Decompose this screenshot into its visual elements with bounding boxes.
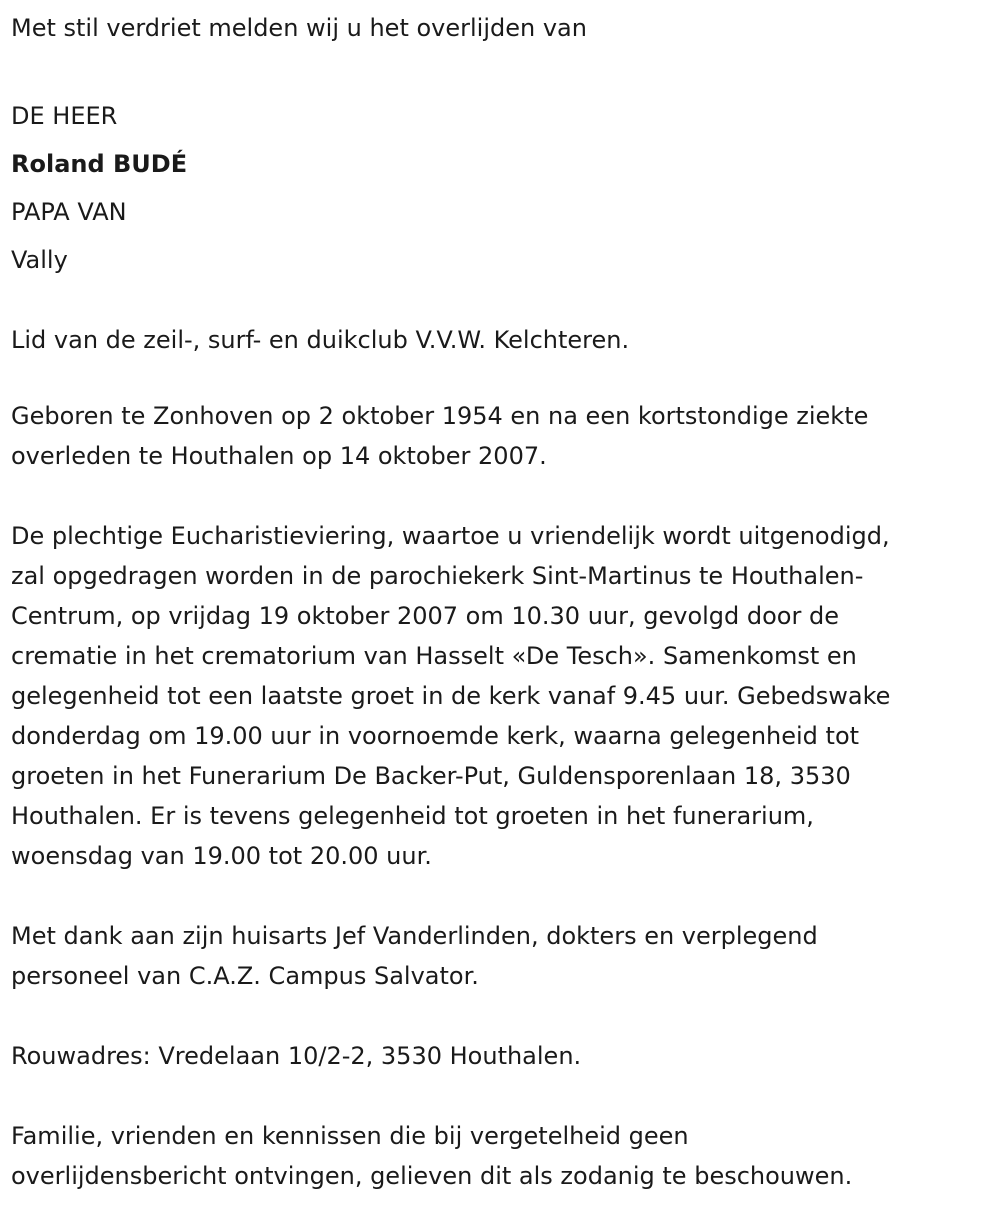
spacer [11,364,991,396]
spacer [11,996,991,1036]
paragraph-line: Houthalen. Er is tevens gelegenheid tot groeten in het funerarium, [11,802,814,830]
paragraph-line: woensdag van 19.00 tot 20.00 uur. [11,842,432,870]
paragraph-line: Familie, vrienden en kennissen die bij vergetelheid geen [11,1122,689,1150]
paragraph-line: Geboren te Zonhoven op 2 oktober 1954 en na een kortstondige ziekte [11,402,869,430]
membership-text: Lid van de zeil-, surf- en duikclub V.V.W. Kelchteren. [11,326,630,354]
obituary-notice [11,4,991,1196]
relation-names: Vally [11,246,68,274]
spacer [11,52,991,92]
paragraph-line: overleden te Houthalen op 14 oktober 2007. [11,442,547,470]
spacer [11,1076,991,1116]
paragraph-line: personeel van C.A.Z. Campus Salvator. [11,962,479,990]
paragraph-line: Met dank aan zijn huisarts Jef Vanderlinden, dokters en verplegend [11,922,818,950]
birth-death-paragraph [11,396,991,476]
paragraph-line: overlijdensbericht ontvingen, gelieven dit als zodanig te beschouwen. [11,1162,853,1190]
spacer [11,284,991,316]
paragraph-line: crematie in het crematorium van Hasselt «De Tesch». Samenkomst en [11,642,857,670]
paragraph-line: groeten in het Funerarium De Backer-Put, Guldensporenlaan 18, 3530 [11,762,851,790]
honorific-title: DE HEER [11,102,118,130]
deceased-name: Roland BUDÉ [11,150,188,178]
mourning-address: Rouwadres: Vredelaan 10/2-2, 3530 Houthalen. [11,1042,582,1070]
intro-text: Met stil verdriet melden wij u het overlijden van [11,14,587,42]
closing-paragraph [11,1116,991,1196]
spacer [11,476,991,516]
paragraph-line: donderdag om 19.00 uur in voornoemde kerk, waarna gelegenheid tot [11,722,860,750]
paragraph-line: gelegenheid tot een laatste groet in de kerk vanaf 9.45 uur. Gebedswake [11,682,891,710]
paragraph-line: Centrum, op vrijdag 19 oktober 2007 om 10.30 uur, gevolgd door de [11,602,839,630]
paragraph-line: zal opgedragen worden in de parochiekerk Sint-Martinus te Houthalen- [11,562,864,590]
thanks-paragraph [11,916,991,996]
ceremony-paragraph [11,516,991,876]
relation-label: PAPA VAN [11,198,127,226]
paragraph-line: De plechtige Eucharistieviering, waartoe u vriendelijk wordt uitgenodigd, [11,522,890,550]
spacer [11,876,991,916]
